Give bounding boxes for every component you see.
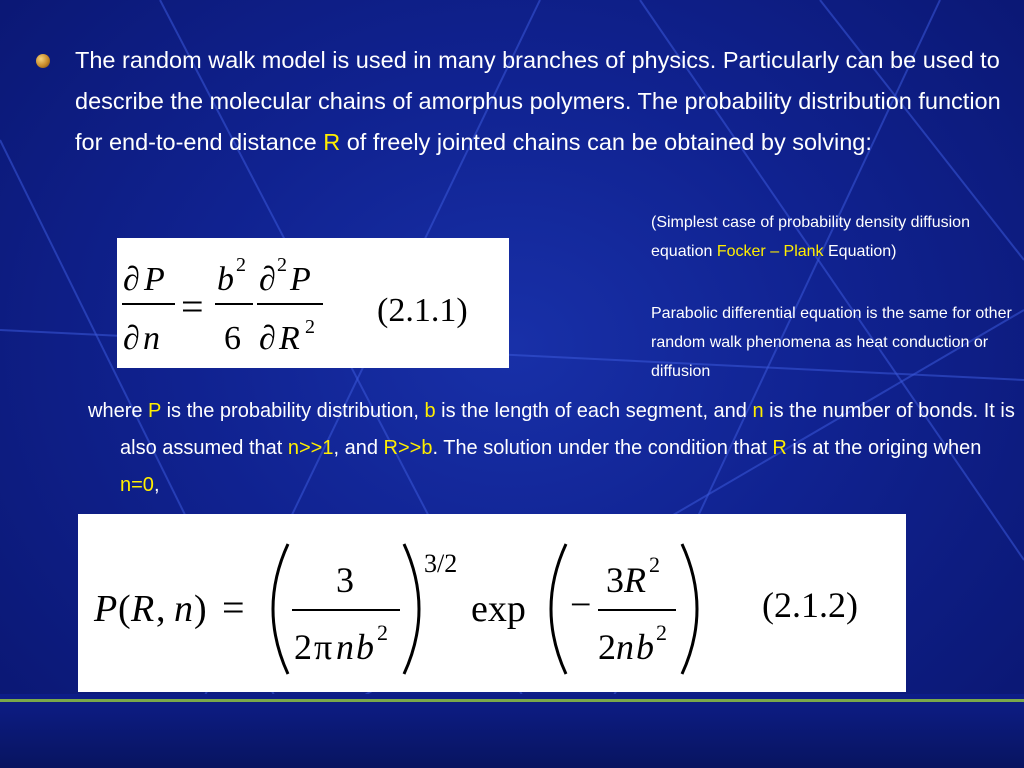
eq1-partial-sup: 2 xyxy=(277,254,287,276)
where-t3: is the length of each segment, and xyxy=(435,400,753,422)
eq2-R-sup: 2 xyxy=(649,552,660,577)
eq2-two: 2 xyxy=(294,627,312,667)
eq1-n: n xyxy=(143,320,160,357)
eq1-b: b xyxy=(217,261,234,298)
eq2-b-sup: 2 xyxy=(377,620,388,645)
eq1-P-top: P xyxy=(144,261,165,298)
footer-band xyxy=(0,694,1024,768)
eq2-big-rparen-2 xyxy=(682,544,697,674)
eq2-minus: − xyxy=(570,584,592,626)
eq2-R: R xyxy=(131,588,155,630)
equation-1-svg xyxy=(117,238,509,368)
equation-1-box xyxy=(117,238,509,368)
eq1-partial-top-2: ∂ xyxy=(259,261,276,298)
intro-text-1: The random walk model is used in many branches of physics. Particularly can be used to describe the molecular chains of amorphus polymers. The probability distribution function for end-to-end distance xyxy=(75,47,1001,155)
eq2-big-lparen-2 xyxy=(551,544,566,674)
eq2-equals: = xyxy=(222,585,245,630)
eq2-big-rparen-1 xyxy=(404,544,419,674)
where-c2: R>>b xyxy=(383,437,433,459)
eq2-exp: exp xyxy=(471,588,526,630)
where-t7: is at the origing when xyxy=(786,437,982,459)
where-c1: n>>1 xyxy=(287,437,334,459)
eq2-three: 3 xyxy=(336,560,354,600)
eq2-b-denom: b xyxy=(356,627,374,667)
eq2-three-num: 3 xyxy=(606,560,624,600)
eq2-P: P xyxy=(94,588,118,630)
eq2-pi: π xyxy=(314,627,333,667)
eq2-R-num: R xyxy=(624,560,646,600)
eq1-R-sup: 2 xyxy=(305,316,315,338)
where-t5: , and xyxy=(333,437,384,459)
note1-text-b: Equation) xyxy=(823,243,897,260)
where-t8: , xyxy=(153,474,160,496)
footer-line xyxy=(0,699,1024,702)
eq1-R: R xyxy=(279,320,300,357)
eq1-b-sup: 2 xyxy=(236,254,246,276)
eq2-n-denom: n xyxy=(336,627,354,667)
eq2-n: n xyxy=(174,588,193,630)
eq1-label: (2.1.1) xyxy=(377,292,468,329)
equation-2-svg xyxy=(78,514,906,692)
intro-text-2: of freely jointed chains can be obtained by solving: xyxy=(340,129,872,155)
eq2-n-denom-2: n xyxy=(616,627,634,667)
eq2-rparen: ) xyxy=(194,588,207,630)
equation-2-box xyxy=(78,514,906,692)
eq1-partial-top: ∂ xyxy=(123,261,140,298)
eq2-b-sup-2: 2 xyxy=(656,620,667,645)
where-n: n xyxy=(752,400,764,422)
where-paragraph xyxy=(88,393,1020,504)
intro-var-R: R xyxy=(323,129,341,155)
intro-paragraph xyxy=(75,40,1010,163)
where-t1: where xyxy=(88,400,149,422)
bullet-icon xyxy=(36,54,50,68)
where-b: b xyxy=(424,400,436,422)
eq2-b-denom-2: b xyxy=(636,627,654,667)
eq2-lparen: ( xyxy=(118,588,131,630)
note1-highlight: Focker – Plank xyxy=(716,243,824,260)
eq2-big-lparen-1 xyxy=(273,544,288,674)
eq1-equals: = xyxy=(181,284,204,329)
eq2-comma: , xyxy=(156,588,166,630)
eq2-two-2: 2 xyxy=(598,627,616,667)
note-parabolic: Parabolic differential equation is the same for other random walk phenomena as heat conduction or diffusion xyxy=(651,305,1012,380)
eq2-exponent: 3/2 xyxy=(424,549,458,578)
where-t2: is the probability distribution, xyxy=(161,400,425,422)
eq2-label: (2.1.2) xyxy=(762,585,858,625)
note-fokker-planck xyxy=(651,208,1016,266)
where-R: R xyxy=(772,437,787,459)
where-c3: n=0 xyxy=(120,474,154,496)
where-P: P xyxy=(148,400,162,422)
where-t4: is the number of bonds. It is also assumed that xyxy=(120,400,1015,459)
where-t6: . The solution under the condition that xyxy=(432,437,773,459)
eq1-partial-bottom-2: ∂ xyxy=(259,320,276,357)
note1-text-a: (Simplest case of probability density diffusion equation xyxy=(651,214,970,260)
eq1-partial-bottom: ∂ xyxy=(123,320,140,357)
eq1-six: 6 xyxy=(224,320,241,357)
eq1-P-top-2: P xyxy=(290,261,311,298)
